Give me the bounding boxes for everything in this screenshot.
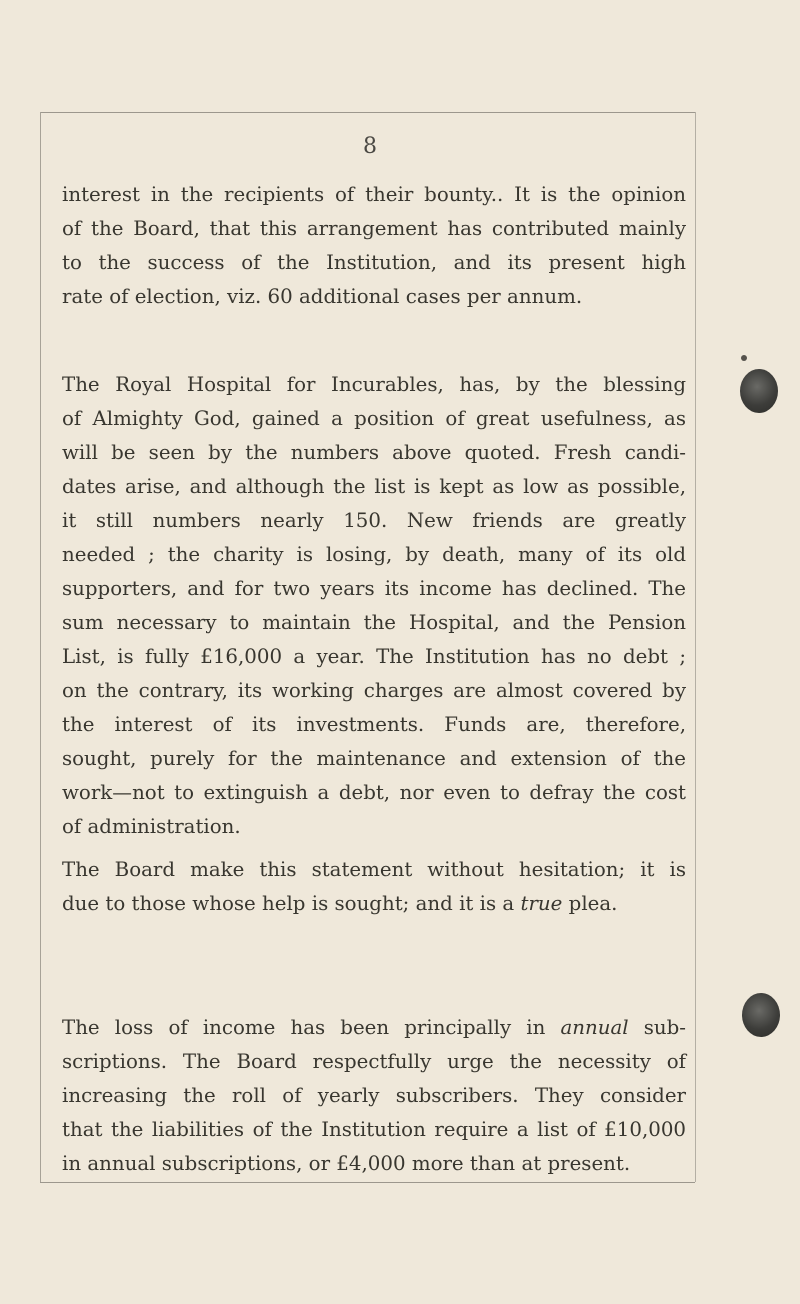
text-line <box>62 1011 686 1045</box>
text-line <box>62 887 686 921</box>
page-number: 8 <box>363 134 377 159</box>
text-line: work—not to extinguish a debt, nor even to defray the cost <box>62 781 686 804</box>
paragraph-statement <box>62 853 686 921</box>
text-line: of the Board, that this arrangement has contributed mainly <box>62 217 686 240</box>
text-line: on the contrary, its working charges are almost covered by <box>62 679 686 702</box>
border-line-right <box>695 112 696 1182</box>
text-line: The Board make this statement without hesitation; it is <box>62 858 686 881</box>
binding-hole-mark <box>742 993 780 1037</box>
ink-speck <box>741 355 747 361</box>
text-line: scriptions. The Board respectfully urge the necessity of <box>62 1050 686 1073</box>
text-line: it still numbers nearly 150. New friends are greatly <box>62 509 686 532</box>
text-fragment: due to those whose help is sought; and it is a <box>62 892 521 915</box>
text-line: The Royal Hospital for Incurables, has, by the blessing <box>62 373 686 396</box>
text-line: increasing the roll of yearly subscribers. They consider <box>62 1084 686 1107</box>
binding-hole-mark <box>740 369 778 413</box>
text-line: of Almighty God, gained a position of great usefulness, as <box>62 407 686 430</box>
text-line: in annual subscriptions, or £4,000 more than at present. <box>62 1152 631 1175</box>
text-line: the interest of its investments. Funds are, therefore, <box>62 713 686 736</box>
text-line: supporters, and for two years its income has declined. The <box>62 577 686 600</box>
text-fragment: plea. <box>562 892 618 915</box>
text-line: sought, purely for the maintenance and extension of the <box>62 747 686 770</box>
text-line: rate of election, viz. 60 additional cases per annum. <box>62 285 583 308</box>
text-line: needed ; the charity is losing, by death, many of its old <box>62 543 686 566</box>
text-fragment: sub- <box>628 1016 686 1039</box>
text-line: List, is fully £16,000 a year. The Institution has no debt ; <box>62 645 686 668</box>
border-line-bottom <box>40 1182 695 1183</box>
border-line-top <box>40 112 695 113</box>
border-line-left <box>40 112 41 1182</box>
emphasis-annual: annual <box>560 1016 629 1039</box>
text-line: of administration. <box>62 815 241 838</box>
paragraph-subscriptions <box>62 1011 686 1181</box>
text-line: to the success of the Institution, and its present high <box>62 251 686 274</box>
text-fragment: The loss of income has been principally in <box>62 1016 561 1039</box>
paragraph-royal-hospital <box>62 368 686 844</box>
paragraph-bounty <box>62 178 686 314</box>
text-line: that the liabilities of the Institution require a list of £10,000 <box>62 1118 686 1141</box>
text-line: dates arise, and although the list is kept as low as possible, <box>62 475 686 498</box>
text-line: will be seen by the numbers above quoted. Fresh candi- <box>62 441 686 464</box>
emphasis-true: true <box>520 892 563 915</box>
text-line: interest in the recipients of their bounty.. It is the opinion <box>62 183 686 206</box>
text-line: sum necessary to maintain the Hospital, and the Pension <box>62 611 686 634</box>
